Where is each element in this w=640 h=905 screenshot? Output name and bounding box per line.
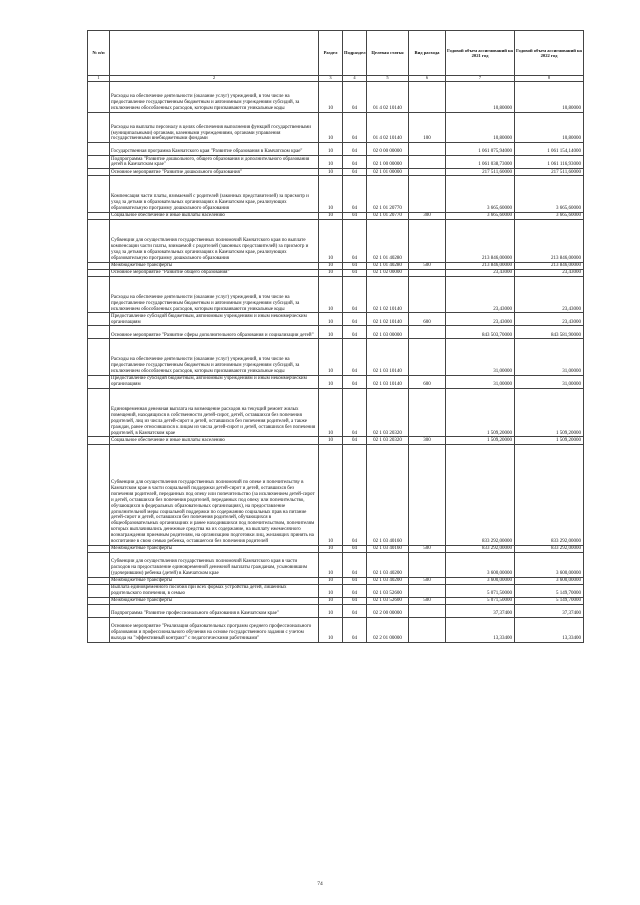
row-amount-2021: 5 071,50000 — [446, 585, 515, 598]
row-section: 10 — [319, 376, 343, 389]
row-expense-type — [409, 176, 446, 213]
row-subsection: 04 — [343, 220, 367, 263]
row-number-cell — [88, 598, 110, 605]
row-amount-2022: 31,00000 — [515, 339, 584, 376]
column-header: Годовой объем ассигнований на 2022 год — [515, 31, 584, 76]
row-name: Субвенции для осуществления государственных полномочий Камчатского края по выплате компенсации части платы, взимаемой с родителей (законных представителей) за присмотр и уход за детьми в образовательных организациях в Камчатском крае, реализующих образовательную программу дошкольного образования — [110, 220, 319, 263]
row-section: 10 — [319, 444, 343, 546]
row-subsection: 04 — [343, 376, 367, 389]
table-row — [88, 376, 584, 389]
table-row — [88, 276, 584, 313]
column-number: 8 — [515, 76, 584, 82]
row-amount-2022: 833 292,00000 — [515, 546, 584, 553]
row-expense-type — [409, 220, 446, 263]
row-target-article: 02 1 03 40160 — [367, 444, 409, 546]
row-section: 10 — [319, 220, 343, 263]
row-expense-type — [409, 276, 446, 313]
row-number-cell — [88, 605, 110, 618]
row-number-cell — [88, 339, 110, 376]
column-number: 4 — [343, 76, 367, 82]
row-target-article: 02 1 02 10140 — [367, 313, 409, 326]
row-section: 10 — [319, 112, 343, 143]
row-target-article: 02 1 02 00000 — [367, 269, 409, 276]
row-target-article: 02 1 01 20770 — [367, 176, 409, 213]
row-name: Единовременная денежная выплата на возмещение расходов на текущий ремонт жилых помещений, находящихся в собственности детей-сирот, детей, оставшихся без попечения родителей, лиц из числа детей-сирот и детей, оставшихся без попечения родителей, а также граждан, ранее относившихся к лицам из числа детей-сирот и детей, оставшихся без попечения родителей, в Камчатском крае — [110, 389, 319, 437]
row-expense-type: 500 — [409, 577, 446, 584]
table-row — [88, 169, 584, 176]
row-number-cell — [88, 326, 110, 339]
row-number-cell — [88, 313, 110, 326]
row-expense-type — [409, 169, 446, 176]
header-row — [88, 31, 584, 76]
row-amount-2022: 833 292,00000 — [515, 444, 584, 546]
column-header: Раздел — [319, 31, 343, 76]
row-section: 10 — [319, 156, 343, 169]
row-section: 10 — [319, 262, 343, 269]
row-subsection: 04 — [343, 269, 367, 276]
row-amount-2022: 3 665,60000 — [515, 213, 584, 220]
column-number: 1 — [88, 76, 110, 82]
row-expense-type: 500 — [409, 546, 446, 553]
table-row — [88, 143, 584, 156]
row-amount-2022: 213 846,00000 — [515, 262, 584, 269]
row-subsection: 04 — [343, 598, 367, 605]
row-section: 10 — [319, 169, 343, 176]
row-number-cell — [88, 276, 110, 313]
row-subsection: 04 — [343, 553, 367, 578]
row-number-cell — [88, 269, 110, 276]
row-amount-2022: 13,33400 — [515, 618, 584, 643]
row-number-cell — [88, 437, 110, 444]
row-subsection: 04 — [343, 176, 367, 213]
table-row — [88, 313, 584, 326]
row-section: 10 — [319, 553, 343, 578]
row-target-article: 02 1 02 10140 — [367, 276, 409, 313]
row-name: Основное мероприятие "Реализация образовательных программ среднего профессионального образования и профессионального обучения на основе государственного задания с учетом выхода на "эффективный контракт" с педагогическими работниками" — [110, 618, 319, 643]
row-subsection: 04 — [343, 605, 367, 618]
row-section: 10 — [319, 585, 343, 598]
row-amount-2021: 843 503,70000 — [446, 326, 515, 339]
row-amount-2021: 1 061 038,73000 — [446, 156, 515, 169]
row-target-article: 02 1 01 40280 — [367, 220, 409, 263]
row-name: Подпрограмма "Развитие дошкольного, общего образования и дополнительного образования детей в Камчатском крае" — [110, 156, 319, 169]
row-number-cell — [88, 376, 110, 389]
row-amount-2022: 1 061 116,93000 — [515, 156, 584, 169]
row-subsection: 04 — [343, 339, 367, 376]
row-name: Предоставление субсидий бюджетным, автономным учреждениям и иным некоммерческим организациям — [110, 313, 319, 326]
row-number-cell — [88, 618, 110, 643]
row-target-article: 02 1 03 10140 — [367, 376, 409, 389]
row-name: Межбюджетные трансферты — [110, 577, 319, 584]
row-number-cell — [88, 546, 110, 553]
row-name: Предоставление субсидий бюджетным, автономным учреждениям и иным некоммерческим организациям — [110, 376, 319, 389]
row-subsection: 04 — [343, 326, 367, 339]
row-target-article: 02 1 03 20320 — [367, 437, 409, 444]
row-subsection: 04 — [343, 276, 367, 313]
row-name: Расходы на выплаты персоналу в целях обеспечения выполнения функций государственными (муниципальными) органами, казенными учреждениями, органами управления государственными внебюджетными фондами — [110, 112, 319, 143]
row-expense-type — [409, 605, 446, 618]
table-row — [88, 112, 584, 143]
column-header: Подраздел — [343, 31, 367, 76]
row-amount-2022: 23,43000 — [515, 269, 584, 276]
row-amount-2022: 3 600,00000 — [515, 553, 584, 578]
row-name: Расходы на обеспечение деятельности (оказание услуг) учреждений, в том числе на предоставление государственным бюджетным и автономным учреждениям субсидий, за исключением обособленных расходов, которым присваиваются уникальные коды — [110, 276, 319, 313]
row-amount-2022: 10,80000 — [515, 112, 584, 143]
row-amount-2021: 31,00000 — [446, 376, 515, 389]
table-row — [88, 546, 584, 553]
row-subsection: 04 — [343, 82, 367, 113]
row-amount-2021: 1 509,20000 — [446, 389, 515, 437]
row-name: Межбюджетные трансферты — [110, 546, 319, 553]
table-row — [88, 598, 584, 605]
row-subsection: 04 — [343, 169, 367, 176]
row-name: Выплата единовременного пособия при всех формах устройства детей, лишенных родительского попечения, в семью — [110, 585, 319, 598]
row-section: 10 — [319, 213, 343, 220]
row-amount-2021: 10,80000 — [446, 82, 515, 113]
row-name: Социальное обеспечение и иные выплаты населению — [110, 437, 319, 444]
row-number-cell — [88, 169, 110, 176]
row-name: Основное мероприятие "Развитие сферы дополнительного образования и социализации детей" — [110, 326, 319, 339]
row-expense-type — [409, 444, 446, 546]
column-number: 6 — [409, 76, 446, 82]
table-row — [88, 618, 584, 643]
row-amount-2021: 23,43000 — [446, 276, 515, 313]
row-subsection: 04 — [343, 143, 367, 156]
row-amount-2021: 3 600,00000 — [446, 577, 515, 584]
row-amount-2021: 213 846,00000 — [446, 262, 515, 269]
column-header: Целевая статья — [367, 31, 409, 76]
row-name: Расходы на обеспечение деятельности (оказание услуг) учреждений, в том числе на предоставление государственным бюджетным и автономным учреждениям субсидий, за исключением обособленных расходов, которым присваиваются уникальные коды — [110, 82, 319, 113]
row-expense-type — [409, 143, 446, 156]
row-amount-2022: 1 509,20000 — [515, 389, 584, 437]
row-name: Субвенции для осуществления государственных полномочий Камчатского края в части расходов на предоставление единовременной денежной выплаты гражданам, усыновившим (удочерившим) ребенка (детей) в Камчатском крае — [110, 553, 319, 578]
row-subsection: 04 — [343, 313, 367, 326]
row-amount-2021: 833 292,00000 — [446, 546, 515, 553]
row-target-article: 02 1 03 52600 — [367, 585, 409, 598]
row-amount-2021: 31,00000 — [446, 339, 515, 376]
row-name: Социальное обеспечение и иные выплаты населению — [110, 213, 319, 220]
table-row — [88, 82, 584, 113]
row-expense-type: 600 — [409, 376, 446, 389]
row-expense-type: 300 — [409, 437, 446, 444]
row-subsection: 04 — [343, 389, 367, 437]
row-number-cell — [88, 553, 110, 578]
row-name: Государственная программа Камчатского края "Развитие образования в Камчатском крае" — [110, 143, 319, 156]
row-section: 10 — [319, 269, 343, 276]
row-section: 10 — [319, 546, 343, 553]
row-subsection: 04 — [343, 577, 367, 584]
row-section: 10 — [319, 313, 343, 326]
row-expense-type: 100 — [409, 112, 446, 143]
row-amount-2022: 3 600,00000 — [515, 577, 584, 584]
row-target-article: 02 1 01 20770 — [367, 213, 409, 220]
row-expense-type: 500 — [409, 262, 446, 269]
row-target-article: 02 1 00 00000 — [367, 156, 409, 169]
row-amount-2022: 5 149,70000 — [515, 585, 584, 598]
row-number-cell — [88, 220, 110, 263]
row-amount-2021: 5 071,50000 — [446, 598, 515, 605]
row-expense-type — [409, 618, 446, 643]
appropriations-table — [87, 30, 584, 643]
column-number: 2 — [110, 76, 319, 82]
row-amount-2022: 31,00000 — [515, 376, 584, 389]
row-amount-2022: 23,43000 — [515, 276, 584, 313]
row-number-cell — [88, 262, 110, 269]
row-target-article: 01 4 02 10140 — [367, 82, 409, 113]
row-subsection: 04 — [343, 213, 367, 220]
row-target-article: 02 1 03 20320 — [367, 389, 409, 437]
table-row — [88, 176, 584, 213]
row-amount-2022: 213 846,00000 — [515, 220, 584, 263]
table-row — [88, 444, 584, 546]
row-section: 10 — [319, 577, 343, 584]
row-name: Межбюджетные трансферты — [110, 598, 319, 605]
row-amount-2021: 1 509,20000 — [446, 437, 515, 444]
row-section: 10 — [319, 82, 343, 113]
row-target-article: 02 2 00 00000 — [367, 605, 409, 618]
table-row — [88, 326, 584, 339]
column-header: Вид расхода — [409, 31, 446, 76]
row-subsection: 04 — [343, 444, 367, 546]
row-target-article: 02 1 03 00000 — [367, 326, 409, 339]
row-number-cell — [88, 82, 110, 113]
row-subsection: 04 — [343, 112, 367, 143]
row-name: Основное мероприятие "Развитие общего образования" — [110, 269, 319, 276]
row-number-cell — [88, 156, 110, 169]
row-target-article: 02 1 03 40200 — [367, 553, 409, 578]
row-name: Субвенции для осуществления государственных полномочий по опеке и попечительству в Камчатском крае в части социальной поддержки детей-сирот и детей, оставшихся без попечения родителей, переданных под опеку или попечительство (за исключением детей-сирот и детей, оставшихся без попечения родителей, переданных под опеку или попечительство, обучающихся в федеральных образовательных организациях), на предоставление дополнительной меры социальной поддержки по содержанию социальных прав на питание детей-сирот и детей, оставшихся без попечения родителей, обучающихся в общеобразовательных организациях и ранее находившихся под попечительством, попечителям которых выплачивались денежные средства на их содержание, на выплату ежемесячного вознаграждения приемным родителям, на организацию подготовки лиц, желающих принять на воспитание в свою семью ребенка, оставшегося без попечения родителей — [110, 444, 319, 546]
row-number-cell — [88, 176, 110, 213]
row-subsection: 04 — [343, 585, 367, 598]
table-row — [88, 262, 584, 269]
table-row — [88, 156, 584, 169]
row-number-cell — [88, 213, 110, 220]
row-expense-type — [409, 269, 446, 276]
table-row — [88, 585, 584, 598]
row-name: Основное мероприятие "Развитие дошкольного образования" — [110, 169, 319, 176]
row-amount-2022: 37,37400 — [515, 605, 584, 618]
row-amount-2022: 23,43000 — [515, 313, 584, 326]
row-target-article: 02 1 01 40280 — [367, 262, 409, 269]
row-section: 10 — [319, 605, 343, 618]
row-expense-type — [409, 585, 446, 598]
row-amount-2021: 833 292,00000 — [446, 444, 515, 546]
page-number: 74 — [317, 881, 323, 887]
row-expense-type — [409, 553, 446, 578]
row-amount-2022: 10,80000 — [515, 82, 584, 113]
row-expense-type: 600 — [409, 313, 446, 326]
row-amount-2022: 3 665,60000 — [515, 176, 584, 213]
row-amount-2022: 217 511,60000 — [515, 169, 584, 176]
row-target-article: 02 1 03 40200 — [367, 577, 409, 584]
table-row — [88, 389, 584, 437]
row-subsection: 04 — [343, 618, 367, 643]
row-section: 10 — [319, 437, 343, 444]
row-section: 10 — [319, 276, 343, 313]
row-amount-2022: 1 509,20000 — [515, 437, 584, 444]
row-section: 10 — [319, 598, 343, 605]
row-subsection: 04 — [343, 437, 367, 444]
row-amount-2021: 1 061 075,94000 — [446, 143, 515, 156]
row-amount-2022: 1 061 154,14000 — [515, 143, 584, 156]
row-number-cell — [88, 585, 110, 598]
row-expense-type — [409, 339, 446, 376]
row-section: 10 — [319, 143, 343, 156]
row-target-article: 02 2 01 00000 — [367, 618, 409, 643]
row-target-article: 02 1 03 40160 — [367, 546, 409, 553]
row-amount-2021: 217 511,60000 — [446, 169, 515, 176]
table-row — [88, 213, 584, 220]
row-section: 10 — [319, 618, 343, 643]
row-amount-2021: 3 600,00000 — [446, 553, 515, 578]
row-section: 10 — [319, 339, 343, 376]
row-amount-2022: 5 149,70000 — [515, 598, 584, 605]
row-number-cell — [88, 112, 110, 143]
row-number-cell — [88, 444, 110, 546]
row-subsection: 04 — [343, 262, 367, 269]
row-section: 10 — [319, 326, 343, 339]
column-number: 3 — [319, 76, 343, 82]
row-name: Компенсация части платы, взимаемой с родителей (законных представителей) за присмотр и уход за детьми в образовательных организациях в Камчатском крае, реализующих образовательную программу дошкольного образования — [110, 176, 319, 213]
row-expense-type — [409, 82, 446, 113]
table-row — [88, 269, 584, 276]
column-header: № п/п — [88, 31, 110, 76]
row-target-article: 02 1 01 00000 — [367, 169, 409, 176]
column-number: 7 — [446, 76, 515, 82]
column-number: 5 — [367, 76, 409, 82]
row-section: 10 — [319, 176, 343, 213]
row-number-cell — [88, 143, 110, 156]
table-row — [88, 605, 584, 618]
row-target-article: 01 4 02 10140 — [367, 112, 409, 143]
table-row — [88, 437, 584, 444]
row-name: Расходы на обеспечение деятельности (оказание услуг) учреждений, в том числе на предоставление государственным бюджетным и автономным учреждениям субсидий, за исключением обособленных расходов, которым присваиваются уникальные коды — [110, 339, 319, 376]
row-amount-2021: 37,37400 — [446, 605, 515, 618]
table-row — [88, 220, 584, 263]
row-expense-type: 500 — [409, 598, 446, 605]
row-target-article: 02 1 03 10140 — [367, 339, 409, 376]
row-expense-type: 300 — [409, 213, 446, 220]
row-subsection: 04 — [343, 156, 367, 169]
column-header — [110, 31, 319, 76]
table-row — [88, 553, 584, 578]
row-amount-2021: 23,43000 — [446, 313, 515, 326]
row-amount-2021: 10,80000 — [446, 112, 515, 143]
row-amount-2021: 3 665,60000 — [446, 213, 515, 220]
row-amount-2021: 3 665,60000 — [446, 176, 515, 213]
row-section: 10 — [319, 389, 343, 437]
row-number-cell — [88, 389, 110, 437]
row-amount-2021: 23,43000 — [446, 269, 515, 276]
table-row — [88, 339, 584, 376]
row-number-cell — [88, 577, 110, 584]
row-amount-2022: 843 581,90000 — [515, 326, 584, 339]
row-name: Подпрограмма "Развитие профессионального образования в Камчатском крае" — [110, 605, 319, 618]
table-body — [88, 82, 584, 643]
row-expense-type — [409, 156, 446, 169]
row-target-article: 02 0 00 00000 — [367, 143, 409, 156]
row-expense-type — [409, 389, 446, 437]
column-header: Годовой объем ассигнований на 2021 год — [446, 31, 515, 76]
row-amount-2021: 13,33400 — [446, 618, 515, 643]
table-row — [88, 577, 584, 584]
row-amount-2021: 213 846,00000 — [446, 220, 515, 263]
row-subsection: 04 — [343, 546, 367, 553]
row-expense-type — [409, 326, 446, 339]
row-target-article: 02 1 03 52600 — [367, 598, 409, 605]
row-name: Межбюджетные трансферты — [110, 262, 319, 269]
